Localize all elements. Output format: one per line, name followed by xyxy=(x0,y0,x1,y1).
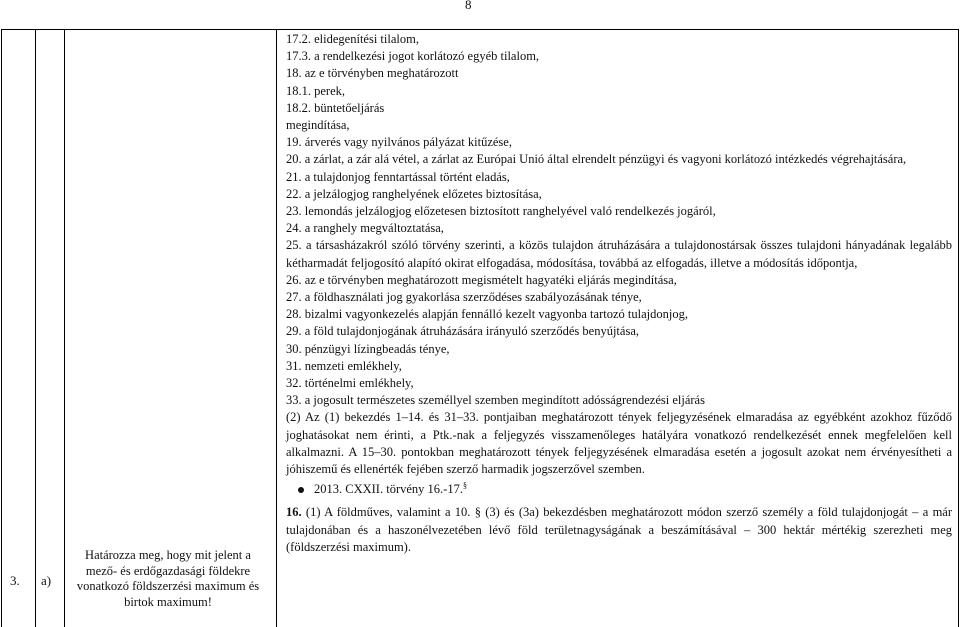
list-item: 31. nemzeti emlékhely, xyxy=(286,358,402,373)
list-item: 30. pénzügyi lízingbeadás ténye, xyxy=(286,341,450,356)
list-item: 33. a jogosult természetes személlyel szemben megindított adósságrendezési eljárás xyxy=(286,393,705,408)
list-item: megindítása, xyxy=(286,118,350,133)
bullet-dot-icon xyxy=(298,487,304,493)
table-border-top xyxy=(1,29,959,30)
list-item: 18. az e törvényben meghatározott xyxy=(286,66,459,81)
list-item: 23. lemondás jelzálogjog előzetesen biztosított ranghelyével való rendelkezés jogáról, xyxy=(286,204,716,219)
table-divider-1 xyxy=(35,29,36,627)
footnote-mark: § xyxy=(462,481,467,491)
row-number: 3. xyxy=(10,573,20,588)
bullet-text: 2013. CXXII. törvény 16.-17. xyxy=(314,482,463,497)
list-item: 18.2. büntetőeljárás xyxy=(286,100,385,115)
table-divider-2 xyxy=(64,29,65,627)
list-item: 32. történelmi emlékhely, xyxy=(286,376,414,391)
list-item: 19. árverés vagy nyilvános pályázat kitűzése, xyxy=(286,135,512,150)
bullet-item xyxy=(286,481,952,498)
section-number: 16. xyxy=(286,505,302,520)
page-number: 8 xyxy=(465,0,472,12)
list-item: 28. bizalmi vagyonkezelés alapján fennálló kezelt vagyonba tartozó tulajdonjog, xyxy=(286,307,688,322)
list-item: 27. a földhasználati jog gyakorlása szerződéses szabályozásának ténye, xyxy=(286,290,642,305)
paragraph-2: (2) Az (1) bekezdés 1–14. és 31–33. pontjaiban meghatározott tények feljegyzésének elmaradása az egyébként azokhoz fűződő joghatásokat nem érinti, a Ptk.-nak a feljegyzés visszamenőleges hatályára vonatkozó rendelkezését ennek megfelelően kell alkalmazni. A 15–30. pontokban meghatározott tények feljegyzésének elmaradása esetén a jogosult azokat nem érvényesítheti a jóhiszemű és ellenérték fejében szerző harmadik jogszerzővel szemben. xyxy=(286,410,952,477)
table-border-left xyxy=(1,29,2,627)
list-item: 21. a tulajdonjog fenntartással történt eladás, xyxy=(286,169,510,184)
row-subletter: a) xyxy=(41,573,52,588)
section-16 xyxy=(286,504,952,556)
list-item: 20. a zárlat, a zár alá vétel, a zárlat az Európai Unió által elrendelt pénzügyi és vagyoni korlátozó intézkedés végrehajtására, xyxy=(286,152,907,167)
question-text: Határozza meg, hogy mit jelent a mező- és erdőgazdasági földekre vonatkozó földszerzési maximum és birtok maximum! xyxy=(76,548,260,609)
list-item: 29. a föld tulajdonjogának átruházására irányuló szerződés benyújtása, xyxy=(286,324,639,339)
list-item: 22. a jelzálogjog ranghelyének előzetes biztosítása, xyxy=(286,186,542,201)
section-16-text: (1) A földműves, valamint a 10. § (3) és (3a) bekezdésben meghatározott módon szerző személy a föld tulajdonjogát – a már tulajdonában és a haszonélvezetében lévő föld területnagyságának a beszámításával – 300 hektár mértékig szerezheti meg (földszerzési maximum). xyxy=(286,505,953,554)
table-divider-3 xyxy=(276,29,277,627)
list-item: 26. az e törvényben meghatározott megismételt hagyatéki eljárás megindítása, xyxy=(286,272,677,287)
list-item: 25. a társasházakról szóló törvény szerinti, a közös tulajdon átruházására a tulajdonostársak összes tulajdoni hányadának legalább kétharmadát feljogosító alapító okirat elfogadása, módosítása, továbbá az elfogadás, illetve a módosítás időpontja, xyxy=(286,238,952,270)
answer-cell xyxy=(286,31,952,556)
list-item: 24. a ranghely megváltoztatása, xyxy=(286,221,444,236)
table-border-right xyxy=(958,29,959,627)
list-item: 17.3. a rendelkezési jogot korlátozó egyéb tilalom, xyxy=(286,49,540,64)
list-item: 18.1. perek, xyxy=(286,83,346,98)
list-item: 17.2. elidegenítési tilalom, xyxy=(286,32,419,46)
